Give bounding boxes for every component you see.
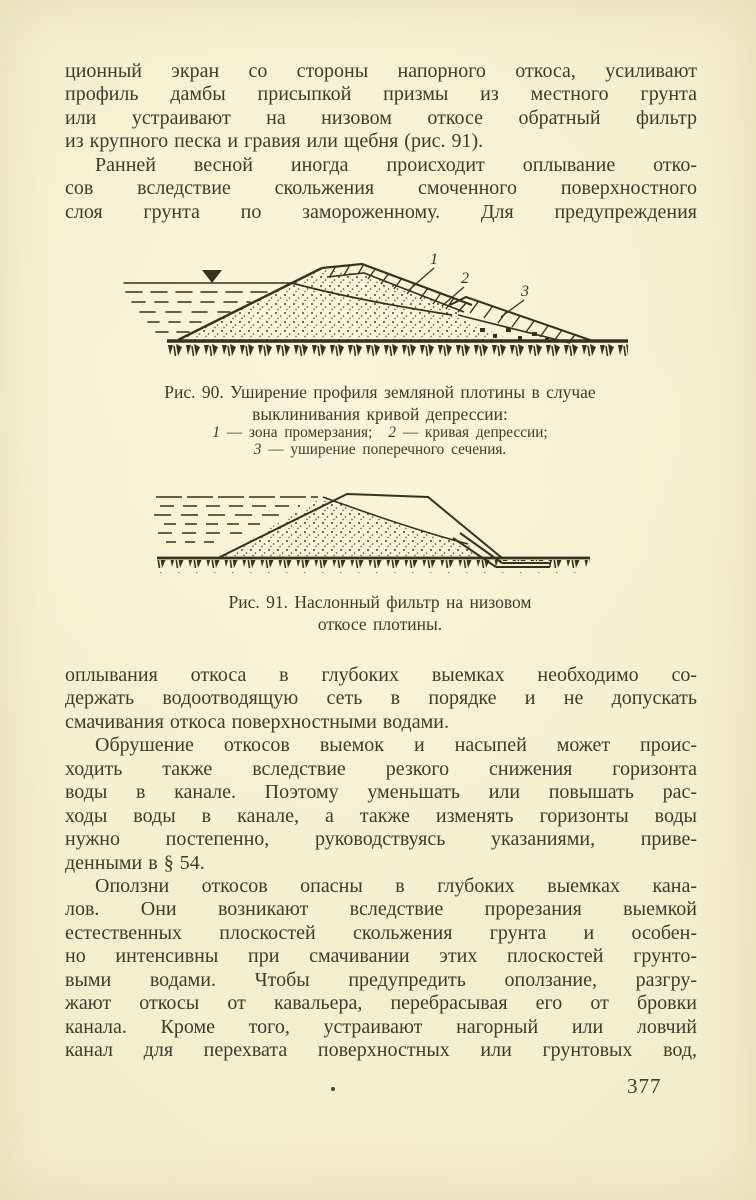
figure-91-caption [64, 591, 696, 635]
text-line: профиль дамбы присыпкой призмы из местного грунта [65, 83, 697, 106]
text-line: или устраивают на низовом откосе обратный фильтр [65, 106, 697, 129]
text-line: жают откосы от кавальера, перебрасывая его от бровки [65, 992, 697, 1015]
figure-90-dam-widening-diagram [112, 248, 660, 372]
text-line: оплывания откоса в глубоких выемках необходимо со- [65, 664, 697, 686]
figure-label-2: 2 [461, 270, 469, 287]
figure-91-filter-diagram [150, 476, 612, 588]
legend-num: 2 [388, 424, 396, 441]
legend-text: — зона промерзания; [226, 424, 373, 441]
text-line: ходить также вследствие резкого снижения горизонта [65, 757, 697, 780]
text-block-bottom [65, 664, 697, 1062]
text-line: нужно постепенно, руководствуясь указаниями, приве- [65, 828, 697, 851]
text-line: из крупного песка и гравия или щебня (рис. 91). [65, 130, 484, 153]
text-line: канала. Кроме того, устраивают нагорный или ловчий [65, 1015, 697, 1038]
page-number: 377 [627, 1074, 662, 1098]
legend-text: — кривая депрессии; [402, 424, 548, 441]
text-block-top [65, 60, 697, 224]
figure-label-1: 1 [430, 251, 438, 268]
legend-num: 1 [212, 424, 220, 441]
text-line: выми водами. Чтобы предупредить оползание, разгру- [65, 968, 697, 991]
legend-line [64, 441, 696, 458]
text-line: сов вследствие скольжения смоченного поверхностного [65, 177, 697, 200]
stray-ink-dot [331, 1087, 335, 1091]
text-line: ходы воды в канале, а также изменять горизонты воды [65, 804, 697, 827]
text-line: Обрушение откосов выемок и насыпей может проис- [95, 734, 697, 757]
text-line: слоя грунта по замороженному. Для предупреждения [65, 200, 697, 223]
caption-line: откосе плотины. [317, 614, 443, 634]
text-line: воды в канале. Поэтому уменьшать или повышать рас- [65, 781, 697, 804]
ground-hatch [167, 343, 628, 359]
text-line: ционный экран со стороны напорного откоса, усиливают [65, 60, 697, 82]
text-line: но интенсивны при смачивании этих плоскостей грунто- [65, 945, 697, 968]
water-level-nabla-icon [202, 270, 222, 283]
text-line: Ранней весной иногда происходит оплывание отко- [95, 153, 697, 176]
text-line: денными в § 54. [65, 851, 205, 874]
caption-line: Рис. 90. Уширение профиля земляной плотины в случае [164, 382, 596, 402]
legend-line [64, 424, 696, 441]
legend-text: — уширение поперечного сечения. [268, 441, 507, 458]
figure-90-caption [64, 381, 696, 425]
text-line: держать водоотводящую сеть в порядке и не допускать [65, 687, 697, 710]
figure-label-3: 3 [521, 283, 529, 300]
caption-line: выклинивания кривой депрессии: [252, 404, 508, 424]
legend-num: 3 [253, 441, 262, 458]
caption-line: Рис. 91. Наслонный фильтр на низовом [228, 592, 532, 612]
figure-90-legend [64, 424, 696, 458]
text-line: естественных плоскостей скольжения грунта и особен- [65, 921, 697, 944]
text-line: Оползни откосов опасны в глубоких выемках кана- [95, 874, 697, 897]
text-line: лов. Они возникают вследствие прорезания выемкой [65, 898, 697, 921]
text-line: канал для перехвата поверхностных или грунтовых вод, [65, 1039, 697, 1061]
text-line: смачивания откоса поверхностными водами. [65, 710, 449, 733]
